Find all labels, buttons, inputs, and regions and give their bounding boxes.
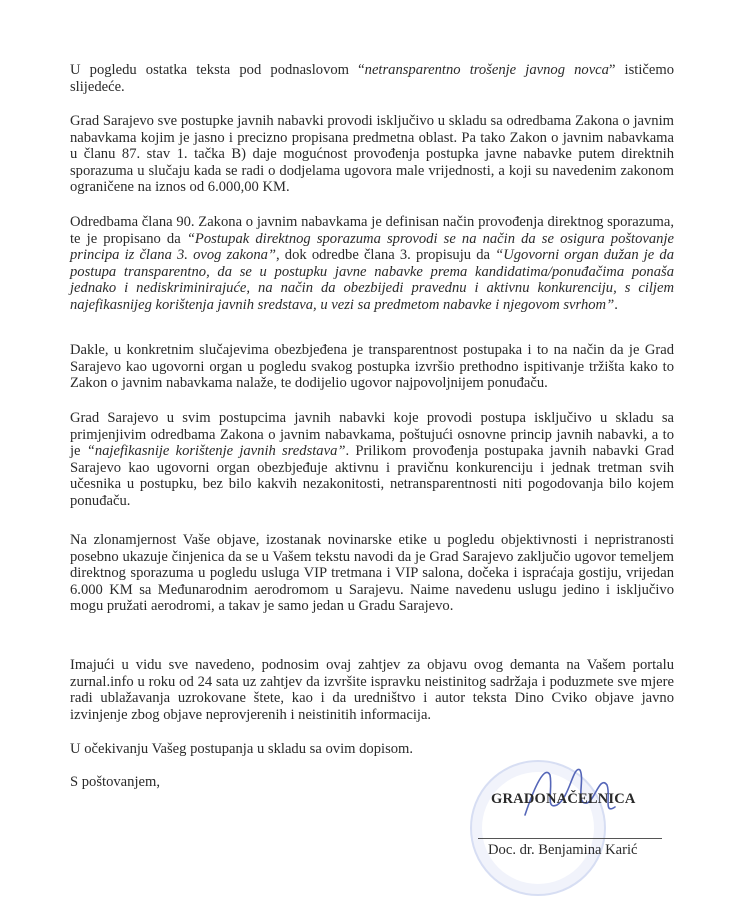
- quoted-subtitle: netransparentno trošenje javnog novca: [364, 62, 609, 78]
- paragraph-intro: U pogledu ostatka teksta pod podnaslovom “netransparentno trošenje javnog novca” ističemo slijedeće.: [70, 62, 675, 95]
- paragraph-vip-services: Na zlonamjernost Vaše objave, izostanak novinarske etike u pogledu objektivnosti i nepristranosti posebno ukazuje činjenica da se u Vašem tekstu navodi da je Grad Sarajevo zaključio ugovor temeljem direktnog sporazuma u pogledu usluga VIP tretmana i VIP salona, dočeka i ispraćaja gostiju, vrijedan 6.000 KM sa Međunarodnim aerodromom u Sarajevu. Naime navedenu uslugu jedino i isključivo mogu pružati aerodromi, a takav je samo jedan u Gradu Sarajevo.: [70, 532, 674, 615]
- quote-efficient-use: “najefikasnije korištenje javnih sredstava”: [86, 443, 346, 460]
- paragraph-demand: Imajući u vidu sve navedeno, podnosim ovaj zahtjev za objavu ovog demanta na Vašem portalu zurnal.info u roku od 24 sata uz zahtjev da izvršite ispravku neistinitog sadržaja i poduzmete sve mjere radi ublažavanja uzrokovane štete, kao i da uredništvo i autor teksta Dino Cviko objave javno izvinjenje zbog objave neprovjerenih i neistinitih informacija.: [70, 657, 674, 723]
- signatory-title: GRADONAČELNICA: [491, 791, 636, 807]
- quote-article-90: “Postupak direktnog sporazuma sprovodi se na način da se osigura poštovanje principa iz člana 3. ovog zakona”: [70, 230, 674, 264]
- signature-line: [478, 838, 662, 839]
- handwritten-signature: [515, 745, 625, 835]
- paragraph-transparency: Dakle, u konkretnim slučajevima obezbjeđena je transparentnost postupaka i to na način da je Grad Sarajevo kao ugovorni organ u pogledu svakog postupka izvršio prethodno ispitivanje tržišta kako to Zakon o javnim nabavkama nalaže, te dodijelio ugovor najpovoljnijem ponuđaču.: [70, 342, 674, 392]
- closing-line: U očekivanju Vašeg postupanja u skladu sa ovim dopisom.: [70, 741, 414, 757]
- paragraph-procurement-law: Grad Sarajevo sve postupke javnih nabavki provodi isključivo u skladu sa odredbama Zakona o javnim nabavkama kojim je jasno i precizno propisana predmetna oblast. Pa tako Zakon o javnim nabavkama u članu 87. stav 1. tačka B) daje mogućnost provođenja postupka javne nabavke putem direktnih sporazuma u slučaju kada se radi o dodjelama ugovora male vrijednosti, a koji su navedenim zakonom ograničene na iznos od 6.000,00 KM.: [70, 113, 674, 196]
- salutation: S poštovanjem,: [70, 774, 160, 790]
- paragraph-article-90: Odredbama člana 90. Zakona o javnim nabavkama je definisan način provođenja direktnog sporazuma, te je propisano da “Postupak direktnog sporazuma sprovodi se na način da se osigura poštovanje principa iz člana 3. ovog zakona”, dok odredbe člana 3. propisuju da “Ugovorni organ dužan je da postupa transparentno, da se u postupku javne nabavke prema kandidatima/ponuđačima ponaša jednako i nediskriminirajuće, na način da obezbijedi pravednu i aktivnu konkurenciju, s ciljem najefikasnijeg korištenja javnih sredstava, u vezi sa predmetom nabavke i njegovom svrhom”.: [70, 214, 674, 313]
- signatory-name: Doc. dr. Benjamina Karić: [488, 842, 638, 858]
- quote-article-3: “Ugovorni organ dužan je da postupa transparentno, da se u postupku javne nabavke prema kandidatima/ponuđačima ponaša jednako i nediskriminirajuće, na način da obezbijedi pravednu i aktivnu konkurenciju, s ciljem najefikasnijeg korištenja javnih sredstava, u vezi sa predmetom nabavke i njegovom svrhom”: [70, 247, 674, 313]
- paragraph-principles: Grad Sarajevo u svim postupcima javnih nabavki koje provodi postupa isključivo u skladu sa primjenjivim odredbama Zakona o javnim nabavkama, poštujući osnovne princip javnih nabavki, a to je “najefikasnije korištenje javnih sredstava”. Prilikom provođenja postupaka javnih nabavki Grad Sarajevo kao ugovorni organ obezbjeđuje aktivnu i pravičnu konkurenciju i jednak tretman svih učesnika u postupku, bez bilo kakvih nezakonitosti, netransparentnosti niti pogodovanja bilo kojem ponuđaču.: [70, 410, 674, 509]
